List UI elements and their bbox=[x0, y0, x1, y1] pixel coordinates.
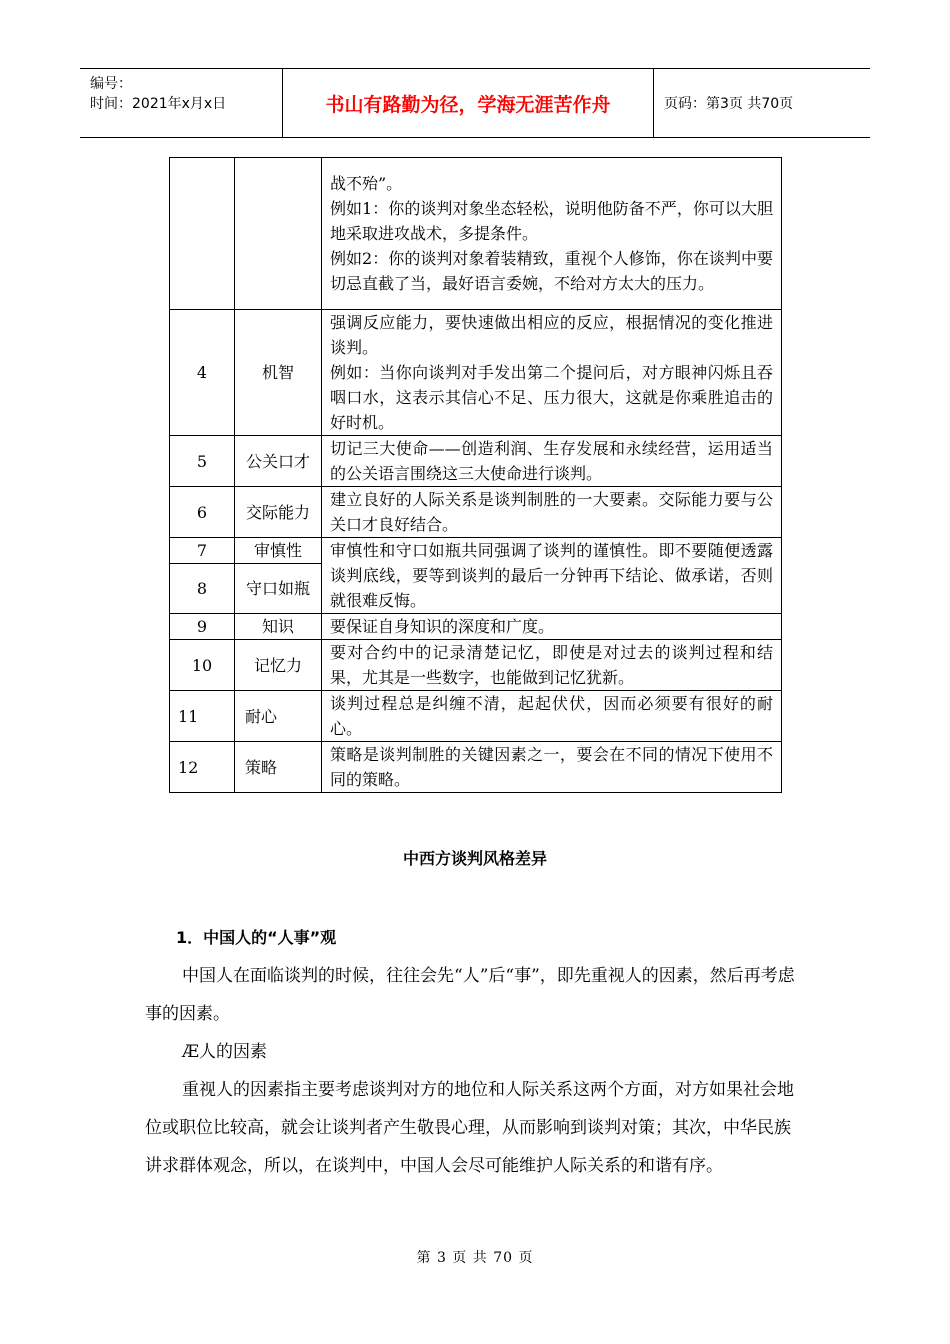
paragraph-text: 中国人在面临谈判的时候，往往会先“人”后“事”，即先重视人的因素，然后再考虑事的因素。 bbox=[145, 966, 795, 1024]
desc-line: 建立良好的人际关系是谈判制胜的一大要素。交际能力要与公关口才良好结合。 bbox=[330, 490, 773, 534]
row-description bbox=[322, 538, 782, 614]
section-title: 中西方谈判风格差异 bbox=[402, 849, 547, 868]
paragraph bbox=[145, 957, 805, 1033]
paragraph-text: 重视人的因素指主要考虑谈判对方的地位和人际关系这两个方面，对方如果社会地位或职位比较高，就会让谈判者产生敬畏心理，从而影响到谈判对策；其次，中华民族讲求群体观念，所以，在谈判中，中国人会尽可能维护人际关系的和谐有序。 bbox=[145, 1080, 794, 1176]
row-description bbox=[322, 640, 782, 691]
desc-line: 要保证自身知识的深度和广度。 bbox=[330, 617, 555, 636]
desc-line: 战不殆”。 bbox=[330, 174, 403, 193]
row-quality: 交际能力 bbox=[235, 487, 322, 538]
row-quality: 审慎性 bbox=[235, 538, 322, 564]
row-number: 11 bbox=[170, 691, 235, 742]
desc-line: 策略是谈判制胜的关键因素之一，要会在不同的情况下使用不同的策略。 bbox=[330, 745, 773, 789]
date-label: 时间：2021年x月x日 bbox=[90, 96, 227, 112]
row-description bbox=[322, 691, 782, 742]
row-quality: 策略 bbox=[235, 742, 322, 793]
desc-line: 要对合约中的记录清楚记忆，即使是对过去的谈判过程和结果，尤其是一些数字，也能做到记忆犹新。 bbox=[330, 643, 773, 687]
row-description bbox=[322, 614, 782, 640]
row-description bbox=[322, 310, 782, 436]
page-info: 页码：第3页 共70页 bbox=[664, 96, 794, 112]
table-row bbox=[170, 640, 782, 691]
table-row bbox=[170, 614, 782, 640]
table-row bbox=[170, 691, 782, 742]
table-row bbox=[170, 436, 782, 487]
qualities-table bbox=[169, 157, 782, 793]
motto: 书山有路勤为径，学海无涯苦作舟 bbox=[283, 69, 654, 137]
table-row bbox=[170, 158, 782, 310]
row-quality bbox=[235, 158, 322, 310]
row-quality: 守口如瓶 bbox=[235, 564, 322, 614]
paragraph bbox=[145, 1071, 805, 1185]
row-description bbox=[322, 487, 782, 538]
row-description bbox=[322, 158, 782, 310]
row-number: 10 bbox=[170, 640, 235, 691]
page-header bbox=[80, 68, 870, 138]
row-number: 12 bbox=[170, 742, 235, 793]
table-row bbox=[170, 742, 782, 793]
header-meta-cell bbox=[80, 69, 283, 137]
row-number: 4 bbox=[170, 310, 235, 436]
row-description bbox=[322, 742, 782, 793]
table-row bbox=[170, 487, 782, 538]
row-quality: 知识 bbox=[235, 614, 322, 640]
row-quality: 记忆力 bbox=[235, 640, 322, 691]
page-footer: 第 3 页 共 70 页 bbox=[416, 1250, 534, 1266]
number-label: 编号： bbox=[90, 76, 132, 92]
desc-line: 审慎性和守口如瓶共同强调了谈判的谨慎性。即不要随便透露谈判底线，要等到谈判的最后一分钟再下结论、做承诺，否则就很难反悔。 bbox=[330, 541, 773, 610]
row-quality: 机智 bbox=[235, 310, 322, 436]
row-number: 6 bbox=[170, 487, 235, 538]
row-quality: 耐心 bbox=[235, 691, 322, 742]
desc-line: 强调反应能力，要快速做出相应的反应，根据情况的变化推进谈判。 bbox=[330, 313, 773, 357]
desc-line: 例如1：你的谈判对象坐态轻松，说明他防备不严，你可以大胆地采取进攻战术，多提条件。 bbox=[330, 199, 773, 243]
section-heading: 1．中国人的“人事”观 bbox=[176, 928, 337, 947]
row-number: 9 bbox=[170, 614, 235, 640]
subheading bbox=[145, 1033, 805, 1071]
subheading-text: Æ人的因素 bbox=[182, 1042, 268, 1062]
table-row bbox=[170, 310, 782, 436]
desc-line: 例如：当你向谈判对手发出第二个提问后，对方眼神闪烁且吞咽口水，这表示其信心不足、压力很大，这就是你乘胜追击的好时机。 bbox=[330, 363, 773, 432]
desc-line: 例如2：你的谈判对象着装精致，重视个人修饰，你在谈判中要切忌直截了当，最好语言委婉，不给对方太大的压力。 bbox=[330, 249, 773, 293]
row-number: 8 bbox=[170, 564, 235, 614]
row-number: 5 bbox=[170, 436, 235, 487]
row-number bbox=[170, 158, 235, 310]
row-description bbox=[322, 436, 782, 487]
table-row bbox=[170, 538, 782, 564]
desc-line: 切记三大使命——创造利润、生存发展和永续经营，运用适当的公关语言围绕这三大使命进行谈判。 bbox=[330, 439, 773, 483]
row-number: 7 bbox=[170, 538, 235, 564]
row-quality: 公关口才 bbox=[235, 436, 322, 487]
desc-line: 谈判过程总是纠缠不清，起起伏伏，因而必须要有很好的耐心。 bbox=[330, 694, 773, 738]
